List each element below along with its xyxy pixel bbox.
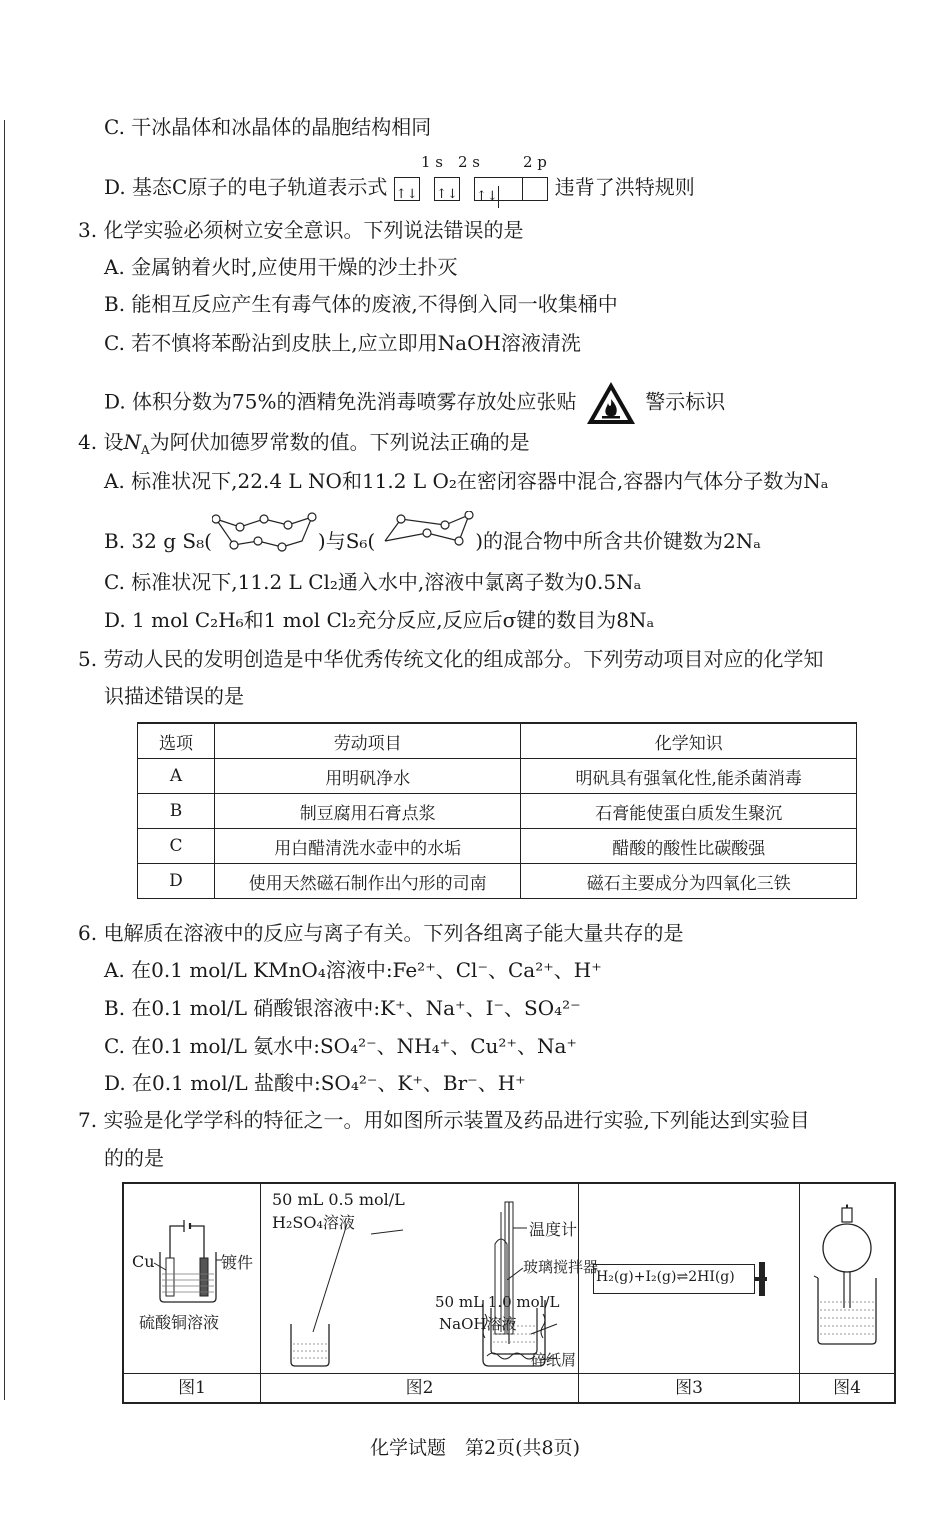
q2-option-c: C. 干冰晶体和冰晶体的晶胞结构相同 (104, 115, 432, 139)
table-cell: C (138, 829, 215, 864)
fig2-label-acid-name: H₂SO₄溶液 (272, 1213, 355, 1232)
q7-stem-line1: 7. 实验是化学学科的特征之一。用如图所示装置及药品进行实验,下列能达到实验目 (78, 1108, 810, 1132)
q4-option-c: C. 标准状况下,11.2 L Cl₂通入水中,溶液中氯离子数为0.5Nₐ (104, 570, 642, 594)
orbital-label-1s: 1 s (421, 153, 444, 171)
table-row (138, 829, 857, 864)
q4-b-mid: )与S₆( (317, 529, 376, 553)
table-row (138, 794, 857, 829)
table-cell: 醋酸的酸性比碳酸强 (521, 829, 857, 864)
fig2-caption: 图2 (261, 1373, 578, 1402)
q4-b-post: )的混合物中所含共价键数为2Nₐ (475, 529, 761, 553)
orbital-2p-c (523, 178, 547, 200)
electroplating-apparatus (124, 1184, 261, 1364)
q6-stem: 6. 电解质在溶液中的反应与离子有关。下列各组离子能大量共存的是 (78, 921, 684, 945)
fig1-label-plated-part: 镀件 (221, 1253, 254, 1272)
orbital-box-2p (474, 177, 548, 204)
fig3-reaction-equation: H₂(g)+I₂(g)⇌2HI(g) (596, 1269, 735, 1285)
orbital-2p-b (499, 178, 523, 200)
table-row (138, 759, 857, 794)
orbital-label-2p: 2 p (523, 153, 547, 171)
figure-1 (124, 1184, 261, 1402)
na-subscript: A (140, 443, 150, 457)
fig2-label-paper-scraps: 碎纸屑 (531, 1351, 577, 1369)
q3-option-c: C. 若不慎将苯酚沾到皮肤上,应立即用NaOH溶液清洗 (104, 331, 581, 355)
table-header-row (138, 723, 857, 759)
q2-d-prefix: D. 基态C原子的电子轨道表示式 (104, 175, 388, 199)
q5-stem-line1: 5. 劳动人民的发明创造是中华优秀传统文化的组成部分。下列劳动项目对应的化学知 (78, 647, 824, 671)
table-cell: 明矾具有强氧化性,能杀菌消毒 (521, 759, 857, 794)
q2-d-suffix: 违背了洪特规则 (554, 175, 695, 199)
table-cell: B (138, 794, 215, 829)
q6-option-d: D. 在0.1 mol/L 盐酸中:SO₄²⁻、K⁺、Br⁻、H⁺ (104, 1071, 526, 1095)
q4-stem (78, 429, 530, 455)
table-header-activity: 劳动项目 (214, 723, 521, 759)
table-cell: A (138, 759, 215, 794)
q4-stem-post: 为阿伏加德罗常数的值。下列说法正确的是 (149, 430, 530, 454)
fig4-caption: 图4 (800, 1373, 894, 1402)
table-header-knowledge: 化学知识 (521, 723, 857, 759)
separatory-funnel-apparatus (800, 1184, 894, 1374)
flammable-warning-icon (585, 380, 637, 426)
orbital-box-2s (434, 177, 460, 201)
q7-stem-line2: 的的是 (104, 1146, 164, 1170)
q3-d-suffix: 警示标识 (645, 389, 726, 414)
left-margin-rule (4, 120, 5, 1400)
s6-ring-structure (375, 511, 475, 555)
table-cell: 石膏能使蛋白质发生聚沉 (521, 794, 857, 829)
orbital-2p-a: ↑↓ (475, 186, 499, 208)
table-cell: 制豆腐用石膏点浆 (214, 794, 521, 829)
table-cell: 用白醋清洗水壶中的水垢 (214, 829, 521, 864)
table-cell: 使用天然磁石制作出勺形的司南 (214, 864, 521, 899)
fig2-label-stirrer: 玻璃搅拌器 (523, 1258, 599, 1276)
fig2-label-base-name: NaOH溶液 (439, 1315, 517, 1333)
fig2-label-acid-concentration: 50 mL 0.5 mol/L (272, 1190, 405, 1209)
q6-option-b: B. 在0.1 mol/L 硝酸银溶液中:K⁺、Na⁺、I⁻、SO₄²⁻ (104, 996, 581, 1020)
q3-stem: 3. 化学实验必须树立安全意识。下列说法错误的是 (78, 218, 524, 242)
q4-option-a: A. 标准状况下,22.4 L NO和11.2 L O₂在密闭容器中混合,容器内气体分子数为Nₐ (104, 469, 829, 493)
q6-option-a: A. 在0.1 mol/L KMnO₄溶液中:Fe²⁺、Cl⁻、Ca²⁺、H⁺ (104, 958, 602, 982)
fig2-label-base-concentration: 50 mL 1.0 mol/L (435, 1293, 560, 1311)
table-cell: D (138, 864, 215, 899)
q4-option-d: D. 1 mol C₂H₆和1 mol Cl₂充分反应,反应后σ键的数目为8Nₐ (104, 608, 655, 632)
q3-option-a: A. 金属钠着火时,应使用干燥的沙土扑灭 (104, 255, 458, 279)
q4-b-pre: B. 32 g S₈( (104, 529, 212, 553)
syringe-plunger-handle (759, 1262, 765, 1296)
q3-option-d (104, 380, 725, 426)
q2-option-d (104, 174, 695, 204)
fig2-label-thermometer: 温度计 (529, 1220, 578, 1239)
q5-stem-line2: 识描述错误的是 (104, 684, 244, 708)
figure-4 (800, 1184, 894, 1402)
fig1-label-solution: 硫酸铜溶液 (139, 1313, 220, 1332)
fig3-caption: 图3 (579, 1373, 799, 1402)
orbital-label-2s: 2 s (458, 153, 481, 171)
orbital-1s-arrows: ↑↓ (395, 186, 418, 202)
q7-figure-panel (122, 1182, 896, 1404)
table-header-option: 选项 (138, 723, 215, 759)
table-row (138, 864, 857, 899)
table-cell: 磁石主要成分为四氧化三铁 (521, 864, 857, 899)
q3-option-b: B. 能相互反应产生有毒气体的废液,不得倒入同一收集桶中 (104, 292, 618, 316)
orbital-2s-arrows: ↑↓ (436, 186, 458, 202)
q3-d-prefix: D. 体积分数为75%的酒精免洗消毒喷雾存放处应张贴 (104, 389, 577, 414)
figure-3 (579, 1184, 800, 1402)
q5-table (137, 722, 857, 899)
s8-ring-structure (212, 511, 318, 555)
figure-2 (261, 1184, 599, 1402)
table-cell: 用明矾净水 (214, 759, 521, 794)
q4-option-b (104, 528, 761, 555)
na-symbol: N (123, 430, 141, 454)
orbital-box-1s (394, 177, 420, 201)
q6-option-c: C. 在0.1 mol/L 氨水中:SO₄²⁻、NH₄⁺、Cu²⁺、Na⁺ (104, 1034, 577, 1058)
fig1-caption: 图1 (124, 1373, 260, 1402)
fig1-label-cu: Cu (132, 1252, 155, 1271)
q4-stem-pre: 4. 设 (78, 430, 124, 454)
page-footer: 化学试题 第2页(共8页) (369, 1437, 580, 1459)
